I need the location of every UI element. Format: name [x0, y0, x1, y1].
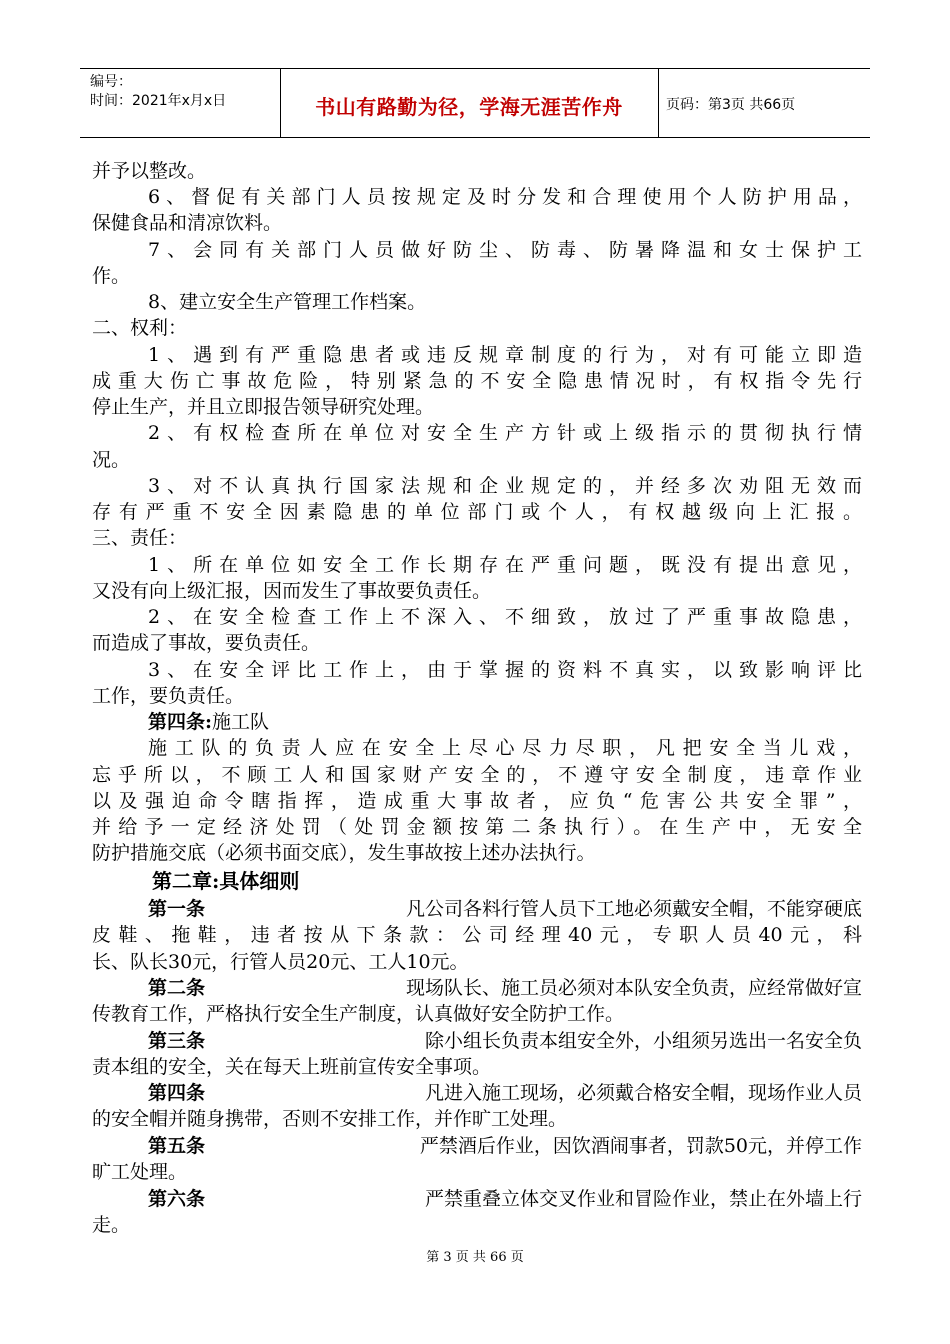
article-label: 第四条 — [148, 1082, 206, 1104]
article-line — [148, 1028, 862, 1054]
header-divider — [658, 69, 659, 137]
text-line: 长、队长30元，行管人员20元、工人10元。 — [92, 951, 469, 973]
text-line: 并予以整改。 — [92, 160, 207, 182]
article-text: 现场队长、施工员必须对本队安全负责，应经常做好宣 — [405, 977, 862, 999]
document-time: 时间：2021年x月x日 — [90, 93, 227, 109]
text-line: 忘乎所以，不顾工人和国家财产安全的，不遵守安全制度，违章作业 — [92, 764, 862, 786]
text-line: 成重大伤亡事故危险，特别紧急的不安全隐患情况时，有权指令先行 — [92, 370, 862, 392]
text-line: 以及强迫命令瞎指挥，造成重大事故者，应负“危害公共安全罪”， — [92, 790, 862, 812]
page-footer: 第 3 页 共 66 页 — [426, 1250, 524, 1265]
text-line: 工作，要负责任。 — [92, 685, 245, 707]
text-line: 走。 — [92, 1214, 131, 1236]
text-line: 1、遇到有严重隐患者或违反规章制度的行为，对有可能立即造 — [148, 344, 862, 366]
article-line — [148, 1186, 862, 1212]
article-title: 施工队 — [212, 711, 270, 733]
article-label: 第五条 — [148, 1135, 206, 1157]
text-line: 责本组的安全，关在每天上班前宣传安全事项。 — [92, 1056, 492, 1078]
text-line: 保健食品和清凉饮料。 — [92, 212, 283, 234]
text-line: 7、会同有关部门人员做好防尘、防毒、防暑降温和女士保护工 — [148, 239, 862, 261]
article-text: 严禁酒后作业，因饮酒闹事者，罚款50元，并停工作 — [419, 1135, 862, 1157]
text-line: 防护措施交底（必须书面交底），发生事故按上述办法执行。 — [92, 842, 596, 864]
text-line: 皮鞋、拖鞋，违者按从下条款：公司经理40元，专职人员40元，科 — [92, 924, 862, 946]
article-line — [148, 1080, 862, 1106]
text-line: 旷工处理。 — [92, 1161, 188, 1183]
article-label: 第三条 — [148, 1030, 206, 1052]
article-text: 凡进入施工现场，必须戴合格安全帽，现场作业人员 — [424, 1082, 862, 1104]
article-text: 严禁重叠立体交叉作业和冒险作业，禁止在外墙上行 — [424, 1188, 862, 1210]
text-line: 2、在安全检查工作上不深入、不细致，放过了严重事故隐患， — [148, 606, 862, 628]
text-line: 6、督促有关部门人员按规定及时分发和合理使用个人防护用品， — [148, 186, 862, 208]
text-line: 而造成了事故，要负责任。 — [92, 632, 321, 654]
article-line — [148, 896, 862, 922]
article-text: 除小组长负责本组安全外，小组须另选出一名安全负 — [424, 1030, 862, 1052]
header-motto: 书山有路勤为径，学海无涯苦作舟 — [315, 95, 623, 119]
chapter-heading: 第二章:具体细则 — [152, 869, 300, 893]
text-line: 并给予一定经济处罚（处罚金额按第二条执行）。在生产中，无安全 — [92, 816, 862, 838]
article-line — [148, 1133, 862, 1159]
text-line: 施工队的负责人应在安全上尽心尽力尽职，凡把安全当儿戏， — [148, 737, 862, 759]
article-label: 第四条: — [148, 711, 213, 733]
text-line: 3、在安全评比工作上，由于掌握的资料不真实，以致影响评比 — [148, 659, 862, 681]
header-page-info: 页码：第3页 共66页 — [666, 97, 796, 113]
text-line: 又没有向上级汇报，因而发生了事故要负责任。 — [92, 580, 492, 602]
document-header — [80, 68, 870, 138]
header-meta — [90, 73, 278, 111]
text-line: 1、所在单位如安全工作长期存在严重问题，既没有提出意见， — [148, 554, 862, 576]
text-line: 3、对不认真执行国家法规和企业规定的，并经多次劝阻无效而 — [148, 475, 862, 497]
document-number: 编号： — [90, 74, 132, 90]
section-heading: 三、责任： — [92, 527, 188, 549]
article-line — [148, 709, 269, 735]
text-line: 作。 — [92, 265, 131, 287]
section-heading: 二、权利： — [92, 317, 188, 339]
text-line: 停止生产，并且立即报告领导研究处理。 — [92, 396, 435, 418]
text-line: 存有严重不安全因素隐患的单位部门或个人，有权越级向上汇报。 — [92, 501, 862, 523]
text-line: 2、有权检查所在单位对安全生产方针或上级指示的贯彻执行情 — [148, 422, 862, 444]
article-text: 凡公司各料行管人员下工地必须戴安全帽，不能穿硬底 — [405, 898, 862, 920]
text-line: 的安全帽并随身携带，否则不安排工作，并作旷工处理。 — [92, 1108, 568, 1130]
text-line: 传教育工作，严格执行安全生产制度，认真做好安全防护工作。 — [92, 1003, 625, 1025]
article-label: 第一条 — [148, 898, 206, 920]
article-line — [148, 975, 862, 1001]
text-line: 8、建立安全生产管理工作档案。 — [148, 291, 427, 313]
text-line: 况。 — [92, 449, 131, 471]
article-label: 第六条 — [148, 1188, 206, 1210]
article-label: 第二条 — [148, 977, 206, 999]
